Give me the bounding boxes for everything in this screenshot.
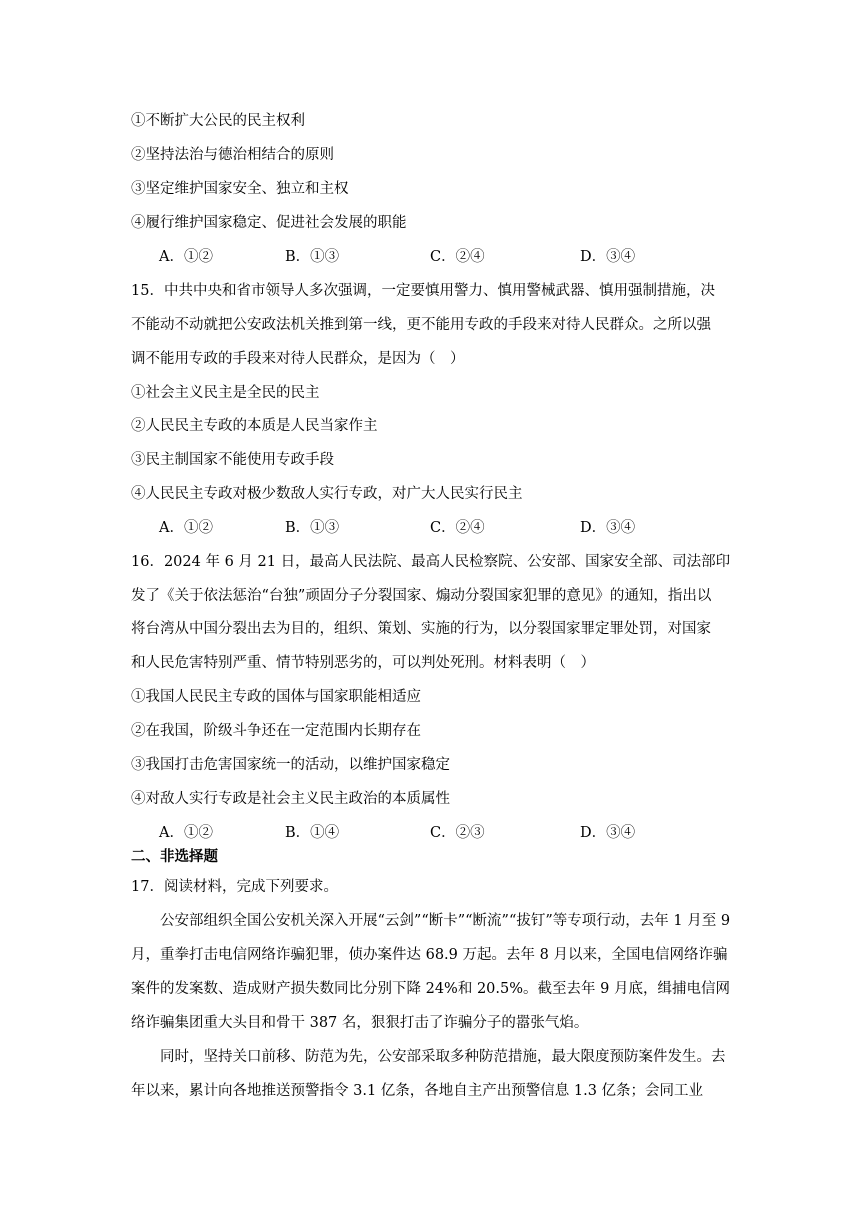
q16-stem-line-4: 和人民危害特别严重、情节特别恶劣的，可以判处死刑。材料表明（ ） (131, 655, 595, 671)
q14-option-d: D．③④ (580, 249, 636, 265)
q16-option-b: B．①④ (285, 825, 340, 841)
q16-item-2: ②在我国，阶级斗争还在一定范围内长期存在 (131, 723, 421, 739)
q14-item-1: ①不断扩大公民的民主权利 (131, 113, 305, 129)
q16-item-1: ①我国人民民主专政的国体与国家职能相适应 (131, 689, 421, 705)
q16-item-3: ③我国打击危害国家统一的活动，以维护国家稳定 (131, 757, 450, 773)
q14-option-c: C．②④ (430, 249, 485, 265)
q15-item-2: ②人民民主专政的本质是人民当家作主 (131, 418, 378, 434)
q16-option-d: D．③④ (580, 825, 636, 841)
q17-material-paragraph-1: 公安部组织全国公安机关深入开展“云剑”“断卡”“断流”“拔钉”等专项行动，去年 1 月至 9 月，重拳打击电信网络诈骗犯罪，侦办案件达 68.9 万起。去年 8 月以来，全国电信网络诈骗案件的发案数、造成财产损失数同比分别下降 24%和 20.5%。截至去年 9 月底，缉捕电信网络诈骗集团重大头目和骨干 387 名，狠狠打击了诈骗分子的嚣张气焰。 (131, 913, 731, 1031)
q14-item-2: ②坚持法治与德治相结合的原则 (131, 147, 334, 163)
q17-material-paragraph-2: 同时，坚持关口前移、防范为先，公安部采取多种防范措施，最大限度预防案件发生。去年以来，累计向各地推送预警指令 3.1 亿条，各地自主产出预警信息 1.3 亿条；会同工业 (131, 1049, 726, 1099)
q17-stem: 17．阅读材料，完成下列要求。 (131, 879, 338, 895)
q14-item-4: ④履行维护国家稳定、促进社会发展的职能 (131, 215, 407, 231)
q15-option-c: C．②④ (430, 520, 485, 536)
q15-stem-line-1: 15．中共中央和省市领导人多次强调，一定要慎用警力、慎用警械武器、慎用强制措施，决 (131, 283, 715, 299)
q15-option-a: A．①② (159, 520, 213, 536)
q16-stem-line-1: 16．2024 年 6 月 21 日，最高人民法院、最高人民检察院、公安部、国家安全部、司法部印 (131, 554, 731, 570)
q16-stem-line-3: 将台湾从中国分裂出去为目的，组织、策划、实施的行为，以分裂国家罪定罪处罚，对国家 (131, 621, 711, 637)
q15-stem-line-3: 调不能用专政的手段来对待人民群众，是因为（ ） (131, 351, 465, 367)
q16-option-a: A．①② (159, 825, 213, 841)
section-title: 二、非选择题 (131, 849, 218, 865)
q15-stem-line-2: 不能动不动就把公安政法机关推到第一线，更不能用专政的手段来对待人民群众。之所以强 (131, 317, 711, 333)
q14-option-b: B．①③ (285, 249, 340, 265)
q14-option-a: A．①② (159, 249, 213, 265)
q15-item-4: ④人民民主专政对极少数敌人实行专政，对广大人民实行民主 (131, 486, 523, 502)
q15-item-3: ③民主制国家不能使用专政手段 (131, 452, 334, 468)
q16-item-4: ④对敌人实行专政是社会主义民主政治的本质属性 (131, 791, 450, 807)
q16-option-c: C．②③ (430, 825, 485, 841)
q15-option-d: D．③④ (580, 520, 636, 536)
q15-item-1: ①社会主义民主是全民的民主 (131, 385, 320, 401)
q15-option-b: B．①③ (285, 520, 340, 536)
q14-item-3: ③坚定维护国家安全、独立和主权 (131, 181, 349, 197)
q16-stem-line-2: 发了《关于依法惩治“台独”顽固分子分裂国家、煽动分裂国家犯罪的意见》的通知，指出以 (131, 588, 712, 604)
